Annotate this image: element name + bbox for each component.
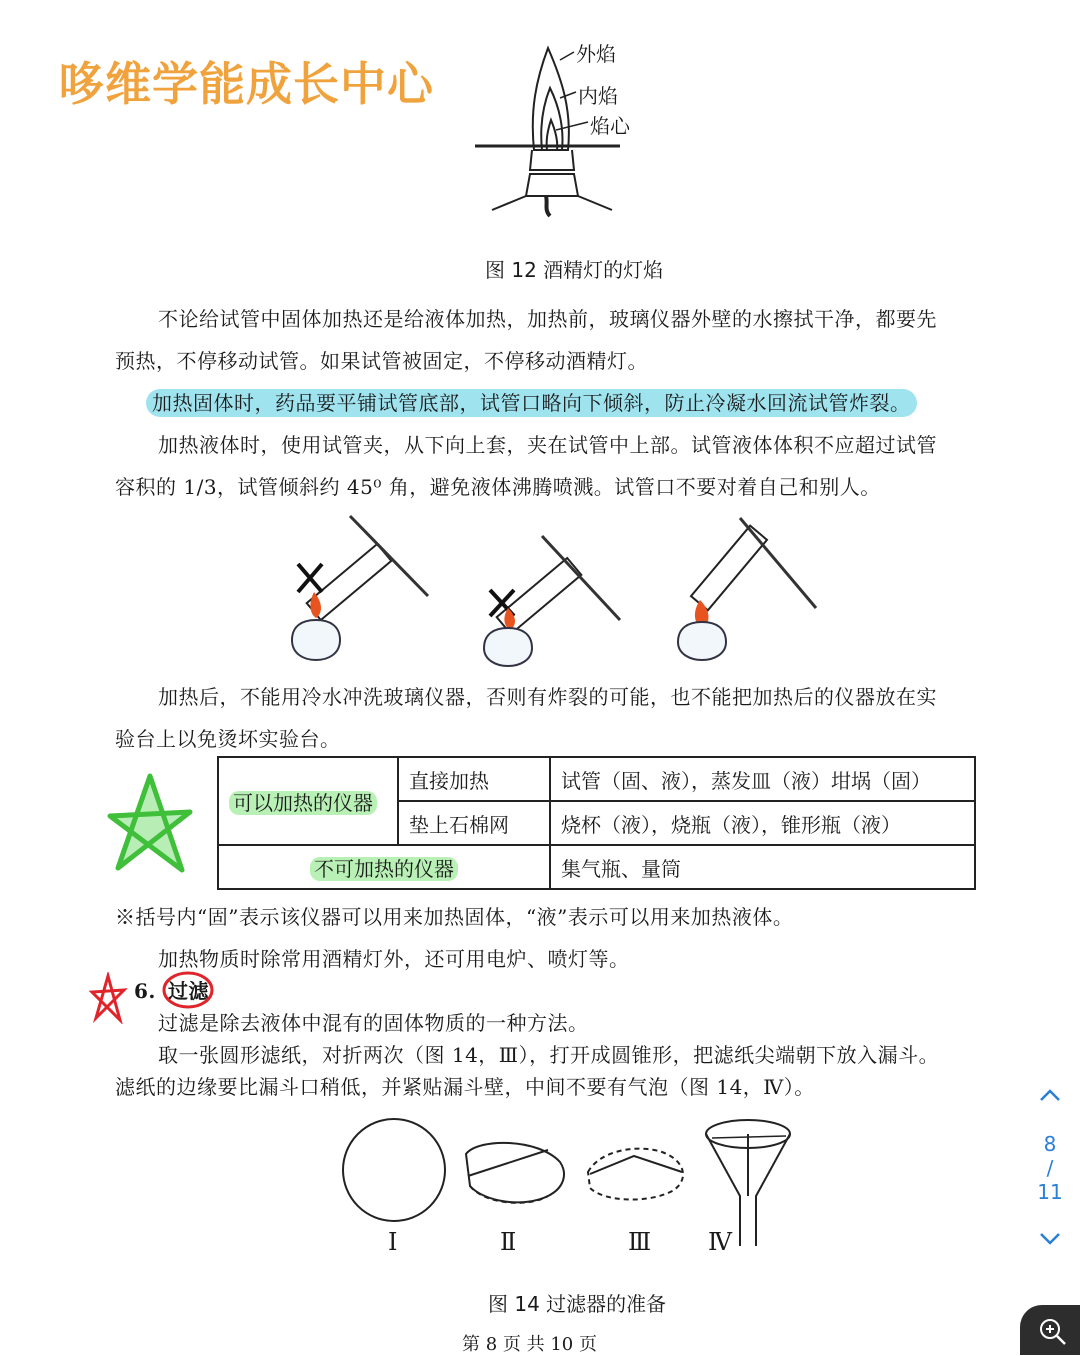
- brand-title: 哆维学能成长中心: [58, 57, 434, 111]
- total-pages: 11: [1037, 1180, 1063, 1204]
- chevron-up-icon: [1038, 1087, 1062, 1103]
- paragraph-preheat-line1: 不论给试管中固体加热还是给液体加热，加热前，玻璃仪器外壁的水擦拭干净，都要先: [158, 307, 937, 331]
- tube-figure-wrong-1: [292, 516, 428, 660]
- current-page: 8: [1043, 1132, 1057, 1156]
- filtration-steps-line1: 取一张圆形滤纸，对折两次（图 14，Ⅲ），打开成圆锥形，把滤纸尖端朝下放入漏斗。: [158, 1043, 940, 1067]
- test-tube-heating-figures: [280, 508, 840, 668]
- paragraph-liquid-heating-line1: 加热液体时，使用试管夹，从下向上套，夹在试管中上部。试管液体体积不应超过试管: [158, 433, 937, 457]
- figure-14-step-3: Ⅲ: [628, 1228, 652, 1256]
- label-inner-flame: 内焰: [578, 84, 618, 108]
- zoom-in-button[interactable]: [1020, 1305, 1080, 1355]
- filtration-definition: 过滤是除去液体中混有的固体物质的一种方法。: [158, 1011, 589, 1035]
- label-outer-flame: 外焰: [576, 42, 616, 66]
- cell-direct-heating: 直接加热: [398, 757, 550, 801]
- page-down-button[interactable]: [1032, 1228, 1068, 1252]
- label-flame-core: 焰心: [590, 114, 630, 138]
- figure-14-step-2: Ⅱ: [500, 1228, 517, 1256]
- cell-heatable: 可以加热的仪器: [218, 757, 398, 845]
- figure-12-caption: 图 12 酒精灯的灯焰: [485, 258, 664, 282]
- red-star-icon: [88, 972, 128, 1024]
- cell-direct-items: 试管（固、液），蒸发皿（液）坩埚（固）: [550, 757, 975, 801]
- section-6-title: 过滤: [168, 979, 209, 1003]
- tube-figure-correct: [678, 518, 816, 660]
- tube-figure-wrong-2: [484, 536, 620, 666]
- cell-asbestos-gauze: 垫上石棉网: [398, 801, 550, 845]
- page-separator: /: [1046, 1156, 1054, 1180]
- paragraph-liquid-heating-line2: 容积的 1/3，试管倾斜约 45⁰ 角，避免液体沸腾喷溅。试管口不要对着自己和别人。: [115, 475, 881, 499]
- cell-not-heatable-items: 集气瓶、量筒: [550, 845, 975, 889]
- cell-not-heatable: 不可加热的仪器: [218, 845, 550, 889]
- table-note: ※括号内“固”表示该仪器可以用来加热固体，“液”表示可以用来加热液体。: [115, 905, 794, 929]
- section-6-number: 6.: [134, 979, 156, 1003]
- highlight-mark: 加热固体时，药品要平铺试管底部，试管口略向下倾斜，防止冷凝水回流试管炸裂。: [146, 389, 917, 417]
- figure-14-step-4: Ⅳ: [708, 1228, 732, 1256]
- paragraph-preheat-line2: 预热，不停移动试管。如果试管被固定，不停移动酒精灯。: [115, 349, 648, 373]
- filtration-steps-line2: 滤纸的边缘要比漏斗口稍低，并紧贴漏斗壁，中间不要有气泡（图 14，Ⅳ）。: [115, 1075, 815, 1099]
- paragraph-solid-heating-highlight: [146, 382, 917, 424]
- figure-14-step-1: Ⅰ: [388, 1228, 398, 1256]
- other-heat-sources: 加热物质时除常用酒精灯外，还可用电炉、喷灯等。: [158, 947, 630, 971]
- figure-14-caption: 图 14 过滤器的准备: [488, 1292, 667, 1316]
- green-star-icon: [104, 770, 196, 880]
- page-footer: 第 8 页 共 10 页: [462, 1334, 597, 1355]
- heating-instruments-table: [217, 756, 976, 890]
- paragraph-after-heating-line1: 加热后，不能用冷水冲洗玻璃仪器，否则有炸裂的可能，也不能把加热后的仪器放在实: [158, 685, 937, 709]
- paragraph-after-heating-line2: 验台上以免烫坏实验台。: [115, 727, 341, 751]
- zoom-in-icon: [1038, 1317, 1068, 1347]
- cell-gauze-items: 烧杯（液），烧瓶（液），锥形瓶（液）: [550, 801, 975, 845]
- page-up-button[interactable]: [1032, 1084, 1068, 1108]
- chevron-down-icon: [1038, 1231, 1062, 1247]
